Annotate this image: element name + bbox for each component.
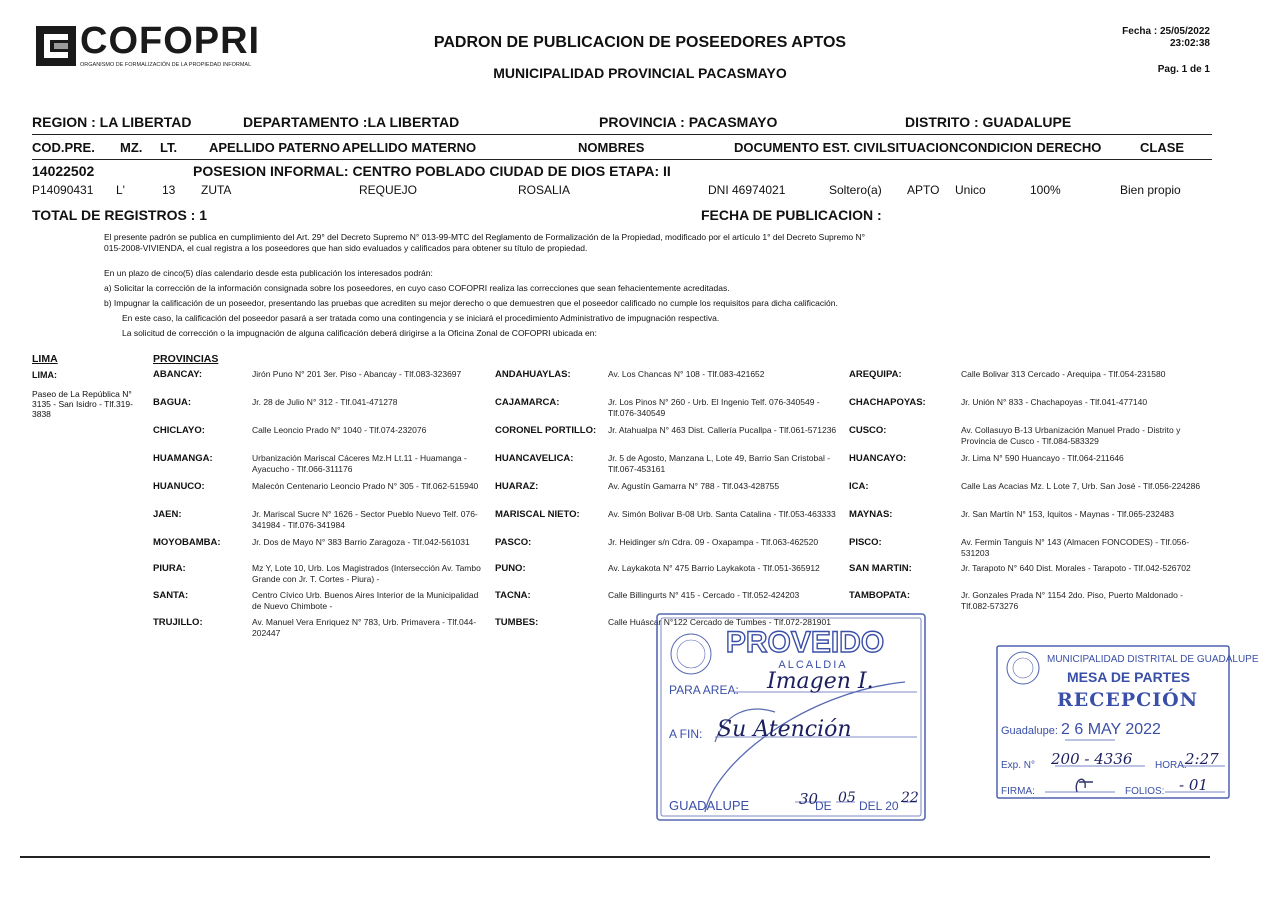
office-address: Centro Cívico Urb. Buenos Aires Interior de la Municipalidad de Nuevo Chimbote -	[252, 590, 479, 611]
office-address: Jr. San Martín N° 153, Iquitos - Maynas - Tlf.065-232483	[961, 509, 1175, 519]
legal-paragraph: En este caso, la calificación del poseedor pasará a ser tratada como una contingencia y se iniciará el procedimiento Administrativo de impugnación respectiva.	[122, 313, 720, 323]
distrito-label: DISTRITO : GUADALUPE	[905, 114, 1072, 130]
cell-nombres: ROSALIA	[518, 183, 571, 197]
office-address: Calle Huáscar N°122 Cercado de Tumbes - Tlf.072-281901	[608, 617, 831, 627]
legal-paragraph: La solicitud de corrección o la impugnación de alguna calificación deberá dirigirse a la Oficina Zonal de COFOPRI ubicada en:	[122, 328, 597, 338]
office-name: HUANCAVELICA:	[495, 453, 574, 464]
legal-paragraph: a) Solicitar la corrección de la información consignada sobre los poseedores, en cuyo caso COFOPRI realiza las correcciones que sean fehacientemente acreditadas.	[104, 283, 730, 293]
region-label: REGION : LA LIBERTAD	[32, 114, 192, 130]
office-address: Jr. Unión N° 833 - Chachapoyas - Tlf.041-477140	[961, 397, 1148, 407]
provincia-label: PROVINCIA : PACASMAYO	[599, 114, 778, 130]
office-name: CORONEL PORTILLO:	[495, 425, 597, 436]
office-name: TRUJILLO:	[153, 617, 203, 628]
proveido-stamp	[655, 612, 927, 822]
hora-label: HORA:	[1155, 760, 1187, 771]
office-address: Av. Agustín Gamarra N° 788 - Tlf.043-428755	[608, 481, 780, 491]
col-ap-materno: APELLIDO MATERNO	[342, 140, 477, 155]
cell-documento: DNI 46974021	[708, 183, 786, 197]
office-name: PUNO:	[495, 563, 526, 574]
print-time-value: 23:02:38	[1169, 38, 1210, 49]
group-code: 14022502	[32, 163, 95, 179]
proveido-de2: DEL 20	[859, 799, 899, 813]
office-name: HUAMANGA:	[153, 453, 213, 464]
logo-subtitle: ORGANISMO DE FORMALIZACIÓN DE LA PROPIEDAD INFORMAL	[80, 62, 252, 68]
page-title: PADRON DE PUBLICACION DE POSEEDORES APTOS	[433, 34, 847, 51]
hora-value: 2:27	[1185, 750, 1219, 768]
office-address: Jr. Dos de Mayo N° 383 Barrio Zaragoza - Tlf.042-561031	[252, 537, 470, 547]
a-fin-value: Su Atención	[717, 717, 852, 742]
col-ap-paterno: APELLIDO PATERNO	[209, 140, 340, 155]
office-name: ABANCAY:	[153, 369, 203, 380]
office-name: ANDAHUAYLAS:	[495, 369, 571, 380]
office-address: Malecón Centenario Leoncio Prado N° 305 - Tlf.062-515940	[252, 481, 479, 491]
proveido-day: 30	[799, 790, 819, 808]
a-fin-label: A FIN:	[669, 727, 703, 741]
exp-label: Exp. N°	[1001, 760, 1036, 771]
office-address: Av. Simón Bolivar B-08 Urb. Santa Catalina - Tlf.053-463333	[608, 509, 836, 519]
office-name: CHACHAPOYAS:	[849, 397, 926, 408]
proveido-sub: ALCALDIA	[778, 659, 848, 671]
office-name: PASCO:	[495, 537, 532, 548]
bottom-rule	[20, 856, 1210, 858]
divider	[32, 159, 1212, 160]
office-name: MOYOBAMBA:	[153, 537, 221, 548]
proveido-year: 22	[901, 790, 919, 806]
print-date	[1122, 26, 1210, 50]
exp-value: 200 - 4336	[1051, 750, 1133, 768]
office-address: Jr. 28 de Julio N° 312 - Tlf.041-471278	[252, 397, 398, 407]
office-address: Jr. Heidinger s/n Cdra. 09 - Oxapampa - Tlf.063-462520	[608, 537, 819, 547]
col-documento: DOCUMENTO EST. CIVILSITUACIONCONDICION DERECHO	[734, 140, 1102, 155]
office-address: Calle Bolivar 313 Cercado - Arequipa - Tlf.054-231580	[961, 369, 1166, 379]
cell-condicion: Unico	[955, 183, 986, 197]
office-name: SAN MARTIN:	[849, 563, 912, 574]
group-title: POSESION INFORMAL: CENTRO POBLADO CIUDAD DE DIOS ETAPA: II	[193, 163, 671, 179]
office-name: JAEN:	[153, 509, 182, 520]
cell-situacion: APTO	[907, 183, 940, 197]
col-cod-pre: COD.PRE.	[32, 140, 95, 155]
logo-text: COFOPRI	[80, 20, 261, 62]
office-address: Jr. Mariscal Sucre N° 1626 - Sector Pueblo Nuevo Telf. 076-341984 - Tlf.076-341984	[252, 509, 478, 530]
office-name: HUARAZ:	[495, 481, 539, 492]
office-address: Av. Collasuyo B-13 Urbanización Manuel Prado - Distrito y Provincia de Cusco - Tlf.084-583329	[961, 425, 1181, 446]
office-name: TAMBOPATA:	[849, 590, 911, 601]
total-registros: TOTAL DE REGISTROS : 1	[32, 207, 208, 223]
office-address: Av. Laykakota N° 475 Barrio Laykakota - Tlf.051-365912	[608, 563, 820, 573]
legal-paragraph: b) Impugnar la calificación de un poseedor, presentando las pruebas que acrediten su mejor derecho o que demuestren que el poseedor calificado no cumple los requisitos para dicha calificación.	[104, 298, 838, 308]
proveido-date-prefix: GUADALUPE	[669, 798, 750, 813]
office-name: CHICLAYO:	[153, 425, 205, 436]
column-headers	[32, 140, 1212, 156]
recepcion-line2: MESA DE PARTES	[1067, 669, 1190, 685]
office-address: Jr. Gonzales Prada N° 1154 2do. Piso, Puerto Maldonado - Tlf.082-573276	[961, 590, 1184, 611]
page-number: Pag. 1 de 1	[1157, 64, 1210, 75]
cell-clase: Bien propio	[1120, 183, 1181, 197]
print-date-value: Fecha : 25/05/2022	[1122, 26, 1210, 37]
office-address: Jr. Atahualpa N° 463 Dist. Callería Pucallpa - Tlf.061-571236	[608, 425, 837, 435]
office-name: PISCO:	[849, 537, 882, 548]
office-address: Jr. 5 de Agosto, Manzana L, Lote 49, Barrio San Cristobal - Tlf.067-453161	[608, 453, 831, 474]
departamento-label: DEPARTAMENTO :LA LIBERTAD	[243, 114, 460, 130]
proveido-title: PROVEIDO	[725, 626, 885, 659]
cell-cod-pre: P14090431	[32, 183, 94, 197]
office-address: Urbanización Mariscal Cáceres Mz.H Lt.11 - Huamanga - Ayacucho - Tlf.066-311176	[252, 453, 467, 474]
office-name: SANTA:	[153, 590, 189, 601]
legal-paragraph: En un plazo de cinco(5) días calendario desde esta publicación los interesados podrán:	[104, 268, 433, 278]
office-name: MARISCAL NIETO:	[495, 509, 580, 520]
col-nombres: NOMBRES	[578, 140, 645, 155]
cell-ap-materno: REQUEJO	[359, 183, 418, 197]
para-area-value: Imagen I.	[767, 669, 874, 694]
folios-value: - 01	[1179, 776, 1208, 794]
lima-label: LIMA:	[32, 370, 57, 380]
col-mz: MZ.	[120, 140, 143, 155]
cell-est-civil: Soltero(a)	[829, 183, 882, 197]
office-address: Calle Las Acacias Mz. L Lote 7, Urb. San José - Tlf.056-224286	[961, 481, 1201, 491]
recepcion-date: 2 6 MAY 2022	[1061, 721, 1161, 738]
cell-derecho: 100%	[1030, 183, 1061, 197]
col-clase: CLASE	[1140, 140, 1185, 155]
office-address: Av. Los Chancas N° 108 - Tlf.083-421652	[608, 369, 765, 379]
legal-paragraph: El presente padrón se publica en cumplimiento del Art. 29° del Decreto Supremo N° 013-99-MTC del Reglamento de Formalización de la Propiedad, modificado por el artículo 1° del Decreto Supremo N°	[104, 232, 866, 242]
office-name: TACNA:	[495, 590, 531, 601]
office-address: Calle Leoncio Prado N° 1040 - Tlf.074-232076	[252, 425, 427, 435]
office-address: Av. Fermin Tanguis N° 143 (Almacen FONCODES) - Tlf.056-531203	[961, 537, 1190, 558]
office-address: Jr. Lima N° 590 Huancayo - Tlf.064-211646	[961, 453, 1124, 463]
proveido-month: 05	[838, 790, 856, 806]
lima-address: Paseo de La República N° 3135 - San Isidro - Tlf.319-3838	[32, 389, 133, 419]
col-lt: LT.	[160, 140, 178, 155]
office-address: Av. Manuel Vera Enriquez N° 783, Urb. Primavera - Tlf.044-202447	[252, 617, 477, 638]
office-name: CUSCO:	[849, 425, 887, 436]
office-name: PIURA:	[153, 563, 186, 574]
recepcion-line3: RECEPCIÓN	[1057, 689, 1199, 711]
office-name: MAYNAS:	[849, 509, 893, 520]
legal-paragraph: 015-2008-VIVIENDA, el cual registra a los poseedores que han sido evaluados y calificados para obtener su título de propiedad.	[104, 243, 588, 253]
para-area-label: PARA AREA:	[669, 683, 739, 697]
guadalupe-label: Guadalupe:	[1001, 725, 1058, 737]
office-name: HUANUCO:	[153, 481, 205, 492]
fecha-publicacion: FECHA DE PUBLICACION :	[701, 207, 882, 223]
page-subtitle: MUNICIPALIDAD PROVINCIAL PACASMAYO	[493, 65, 787, 81]
office-name: AREQUIPA:	[849, 369, 902, 380]
office-name: BAGUA:	[153, 397, 191, 408]
office-name: TUMBES:	[495, 617, 539, 628]
office-address: Jr. Los Pinos N° 260 - Urb. El Ingenio Telf. 076-340549 - Tlf.076-340549	[608, 397, 820, 418]
office-address: Calle Billingurts N° 415 - Cercado - Tlf.052-424203	[608, 590, 800, 600]
office-address: Mz Y, Lote 10, Urb. Los Magistrados (Intersección Av. Tambo Grande con Jr. T. Cortes - Piura) -	[252, 563, 481, 584]
provincias-heading: PROVINCIAS	[153, 353, 219, 365]
office-address: Jr. Tarapoto N° 640 Dist. Morales - Tarapoto - Tlf.042-526702	[961, 563, 1191, 573]
office-name: ICA:	[849, 481, 869, 492]
cell-lt: 13	[162, 183, 176, 197]
office-address: Jirón Puno N° 201 3er. Piso - Abancay - Tlf.083-323697	[252, 369, 462, 379]
office-name: HUANCAYO:	[849, 453, 907, 464]
table-row	[32, 183, 1212, 197]
lima-heading: LIMA	[32, 353, 58, 365]
cell-mz: L'	[116, 183, 125, 197]
cell-ap-paterno: ZUTA	[201, 183, 232, 197]
firma-label: FIRMA:	[1001, 786, 1035, 797]
location-row	[32, 114, 1212, 132]
divider	[32, 134, 1212, 135]
recepcion-stamp	[995, 640, 1259, 802]
office-name: CAJAMARCA:	[495, 397, 560, 408]
recepcion-line1: MUNICIPALIDAD DISTRITAL DE GUADALUPE	[1047, 654, 1259, 665]
folios-label: FOLIOS:	[1125, 786, 1165, 797]
proveido-de1: DE	[815, 799, 832, 813]
